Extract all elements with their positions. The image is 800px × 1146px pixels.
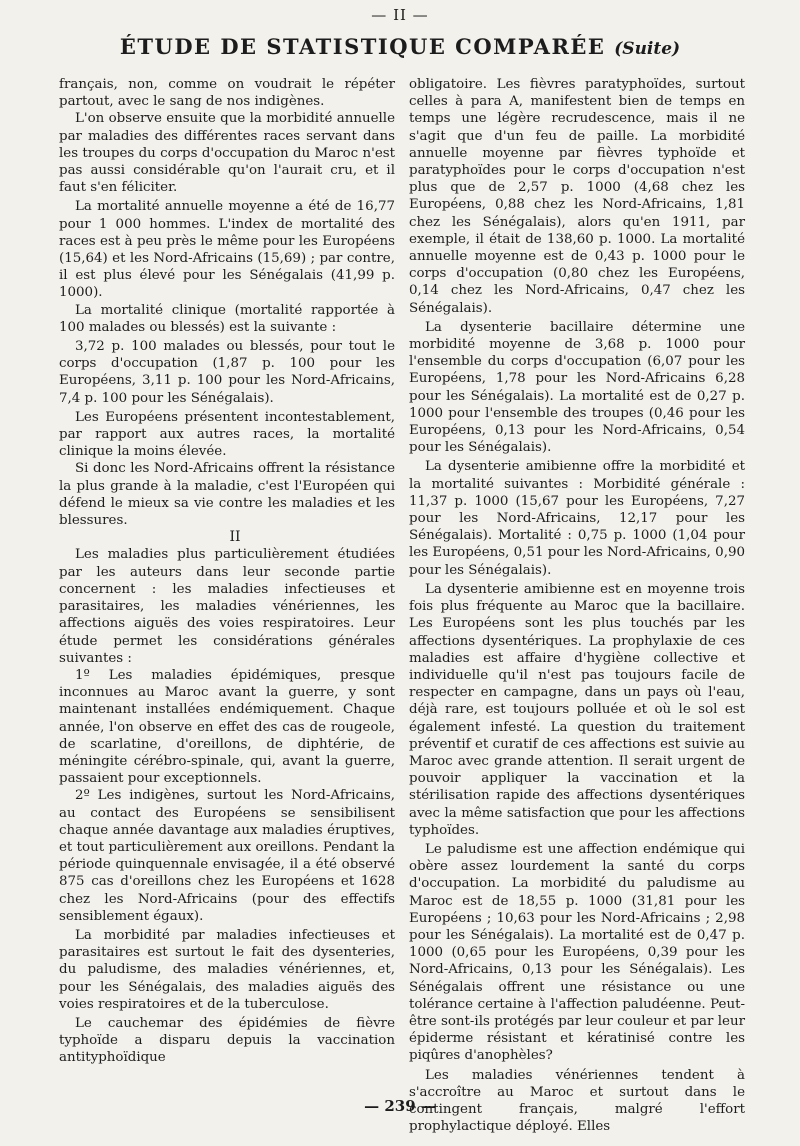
paragraph: Si donc les Nord-Africains offrent la résistance la plus grande à la maladie, c'est l'Européen qui défend le mieux sa vie contre les maladies et les blessures. (59, 461, 395, 529)
section-heading: II (229, 529, 241, 546)
paragraph: Le cauchemar des épidémies de fièvre typhoïde a disparu depuis la vaccination antityphoïdique (59, 1015, 395, 1066)
paragraph: français, non, comme on voudrait le répéter partout, avec le sang de nos indigènes. (59, 77, 395, 110)
paragraph: La mortalité clinique (mortalité rapportée à 100 malades ou blessés) est la suivante : (59, 302, 395, 335)
paragraph: La mortalité annuelle moyenne a été de 16,77 pour 1 000 hommes. L'index de mortalité des races est à peu près le même pour les Européens (15,64) et les Nord-Africains (15,69) ; par contre, il est plus élevé pour les Sénégalais (41,99 p. 1000). (59, 199, 395, 301)
page-number: — 239 — (364, 1097, 436, 1115)
paragraph: 3,72 p. 100 malades ou blessés, pour tout le corps d'occupation (1,87 p. 100 pour les Européens, 3,11 p. 100 pour les Nord-Africains, 7,4 p. 100 pour les Sénégalais). (59, 339, 395, 406)
paragraph: La morbidité par maladies infectieuses et parasitaires est surtout le fait des dysenteries, du paludisme, des maladies vénériennes, et, pour les Sénégalais, des maladies aiguës des voies respiratoires et de la tuberculose. (59, 927, 395, 1012)
paragraph: La dysenterie amibienne est en moyenne trois fois plus fréquente au Maroc que la bacillaire. Les Européens sont les plus touchés par les affections dysentériques. La prophylaxie de ces maladies est affaire d'hygiène collective et individuelle qu'il n'est pas toujours facile de respecter en campagne, dans un pays où l'eau, déjà rare, est toujours polluée et où le sol est également infesté. La question du traitement préventif et curatif de ces affections est suivie au Maroc avec grande attention. Il serait urgent de pouvoir appliquer la vaccination et la stérilisation rapide des affections dysentériques avec la même satisfaction que pour les affections typhoïdes. (409, 581, 745, 838)
paragraph: 1º Les maladies épidémiques, presque inconnues au Maroc avant la guerre, y sont maintenant installées endémiquement. Chaque année, l'on observe en effet des cas de rougeole, de scarlatine, d'oreillons, de diphtérie, de méningite cérébro-spinale, qui, avant la guerre, passaient pour exceptionnels. (59, 667, 395, 787)
running-header-page-number: — II — (371, 6, 429, 24)
right-column (409, 76, 745, 1135)
left-column (59, 76, 395, 1067)
paragraph: 2º Les indigènes, surtout les Nord-Africains, au contact des Européens se sensibilisent chaque année davantage aux maladies éruptives, et tout particulièrement aux oreillons. Pendant la période quinquennale envisagée, il a été observé 875 cas d'oreillons chez les Européens et 1628 chez les Nord-Africains (pour des effectifs sensiblement égaux). (59, 788, 395, 924)
paragraph: Les maladies vénériennes tendent à s'accroître au Maroc et surtout dans le contingent français, malgré l'effort prophylactique déployé. Elles (409, 1067, 745, 1135)
paragraph: L'on observe ensuite que la morbidité annuelle par maladies des différentes races servant dans les troupes du corps d'occupation du Maroc n'est pas aussi considérable qu'on l'aurait cru, et il faut s'en féliciter. (59, 111, 395, 196)
paragraph: Les Européens présentent incontestablement, par rapport aux autres races, la mortalité clinique la moins élevée. (59, 409, 395, 460)
paragraph: La dysenterie amibienne offre la morbidité et la mortalité suivantes : Morbidité générale : 11,37 p. 1000 (15,67 pour les Européens, 7,27 pour les Nord-Africains, 12,17 pour les Sénégalais). Mortalité : 0,75 p. 1000 (1,04 pour les Européens, 0,51 pour les Nord-Africains, 0,90 pour les Sénégalais). (409, 459, 745, 578)
page-title (0, 34, 800, 59)
page-title-suffix: (Suite) (614, 39, 681, 59)
paragraph: Les maladies plus particulièrement étudiées par les auteurs dans leur seconde partie concernent : les maladies infectieuses et parasitaires, les maladies vénériennes, les affections aiguës des voies respiratoires. Leur étude permet les considérations générales suivantes : (59, 547, 395, 666)
paragraph: Le paludisme est une affection endémique qui obère assez lourdement la santé du corps d'occupation. La morbidité du paludisme au Maroc est de 18,55 p. 1000 (31,81 pour les Européens ; 10,63 pour les Nord-Africains ; 2,98 pour les Sénégalais). La mortalité est de 0,47 p. 1000 (0,65 pour les Européens, 0,39 pour les Nord-Africains, 0,13 pour les Sénégalais). Les Sénégalais offrent une résistance ou une tolérance certaine à l'affection paludéenne. Peut-être sont-ils protégés par leur couleur et par leur épiderme résistant et kératinisé contre les piqûres d'anophèles? (409, 841, 745, 1064)
paragraph: La dysenterie bacillaire détermine une morbidité moyenne de 3,68 p. 1000 pour l'ensemble du corps d'occupation (6,07 pour les Européens, 1,78 pour les Nord-Africains 6,28 pour les Sénégalais). La mortalité est de 0,27 p. 1000 pour l'ensemble des troupes (0,46 pour les Européens, 0,13 pour les Nord-Africains, 0,54 pour les Sénégalais). (409, 319, 745, 456)
page-title-text: ÉTUDE DE STATISTIQUE COMPARÉE (119, 34, 606, 59)
paragraph: obligatoire. Les fièvres paratyphoïdes, surtout celles à para A, manifestent bien de temps en temps une légère recrudescence, mais il ne s'agit que d'un feu de paille. La morbidité annuelle moyenne par fièvres typhoïde et paratyphoïdes pour le corps d'occupation n'est plus que de 2,57 p. 1000 (4,68 chez les Européens, 0,88 chez les Nord-Africains, 1,81 chez les Sénégalais), alors qu'en 1911, par exemple, il était de 138,60 p. 1000. La mortalité annuelle moyenne est de 0,43 p. 1000 pour le corps d'occupation (0,80 chez les Européens, 0,14 chez les Nord-Africains, 0,47 chez les Sénégalais). (409, 77, 745, 316)
